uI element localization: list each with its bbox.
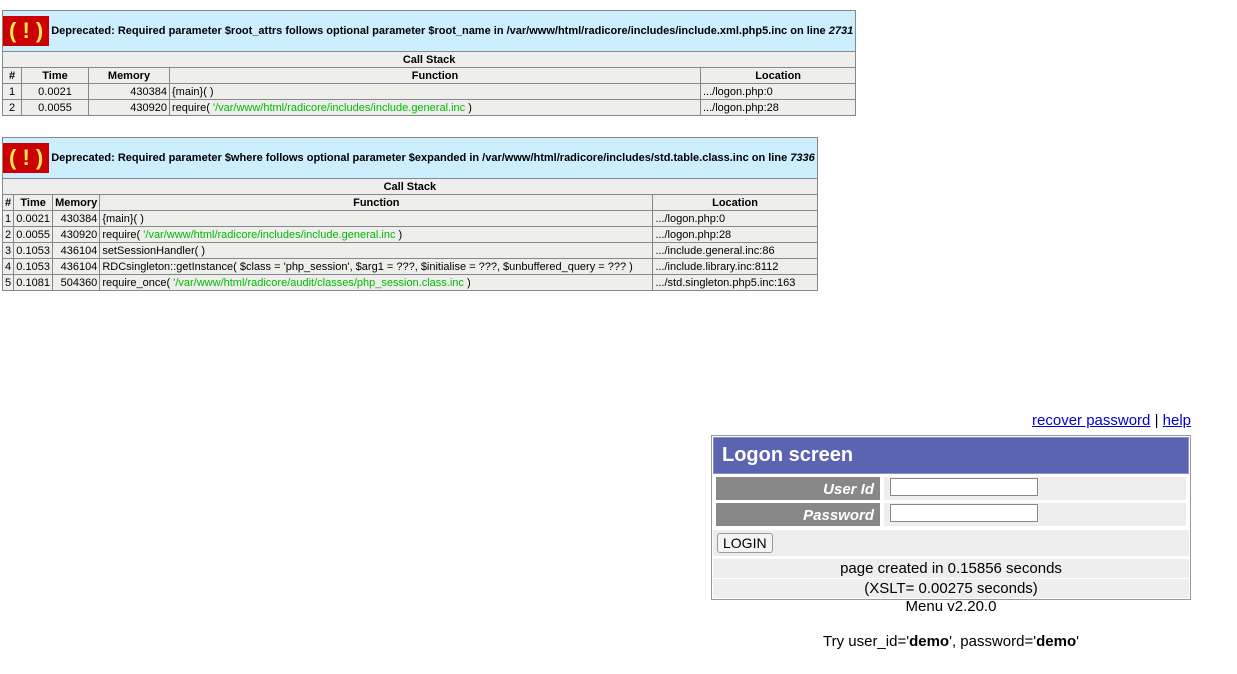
- row-function: [170, 100, 701, 116]
- function-name: require(: [102, 228, 144, 241]
- table-row: [3, 243, 818, 259]
- hint-prefix: Try user_id=': [822, 633, 910, 650]
- password-label: Password: [716, 503, 880, 526]
- function-name: require_once(: [102, 276, 174, 289]
- row-memory: 430920: [89, 100, 170, 116]
- table-row: [3, 227, 818, 243]
- table-row: [3, 275, 818, 291]
- password-input[interactable]: [890, 504, 1038, 522]
- row-number: 1: [3, 211, 14, 227]
- hint-password: demo: [1036, 633, 1077, 650]
- col-header-location: Location: [653, 195, 817, 211]
- row-memory: 430384: [53, 211, 100, 227]
- user-id-label: User Id: [716, 477, 880, 500]
- user-id-input[interactable]: [890, 478, 1038, 496]
- row-number: 2: [3, 227, 14, 243]
- table-row: [3, 211, 818, 227]
- help-link[interactable]: help: [1162, 412, 1191, 429]
- row-time: 0.1053: [14, 259, 53, 275]
- error-message: Deprecated: Required parameter $root_attrs follows optional parameter $root_name in /var/www/html/radicore/includes/include.xml.php5.inc on line: [51, 24, 826, 37]
- table-row: [3, 259, 818, 275]
- row-memory: 430384: [89, 84, 170, 100]
- row-function: [100, 227, 653, 243]
- location-file: .../logon.php: [703, 85, 764, 98]
- function-path: '/var/www/html/radicore/includes/include.general.inc: [143, 228, 396, 241]
- location-line: 28: [766, 101, 779, 114]
- location-file: .../logon.php: [655, 228, 716, 241]
- location-line: 163: [777, 276, 796, 289]
- col-header-location: Location: [701, 68, 856, 84]
- location-line: 0: [766, 85, 773, 98]
- location-line: 86: [762, 244, 775, 257]
- error-table-2: [2, 137, 818, 291]
- function-name: {main}( ): [172, 85, 214, 98]
- warning-icon: ( ! ): [3, 16, 49, 46]
- row-time: 0.0055: [22, 100, 89, 116]
- user-id-cell: [884, 477, 1186, 500]
- row-function: [170, 84, 701, 100]
- function-name: RDCsingleton::getInstance( $class = 'php_session', $arg1 = ???, $initialise = ???, $unbuffered_query = ??? ): [102, 260, 633, 273]
- row-function: [100, 211, 653, 227]
- row-number: 1: [3, 84, 22, 100]
- location-file: .../include.library.inc: [655, 260, 752, 273]
- row-number: 3: [3, 243, 14, 259]
- function-tail: ): [395, 228, 403, 241]
- menu-version: Menu v2.20.0: [905, 598, 997, 615]
- col-header-number: #: [3, 195, 14, 211]
- logon-title: Logon screen: [713, 437, 1189, 474]
- row-time: 0.1053: [14, 243, 53, 259]
- call-stack-title: Call Stack: [3, 179, 818, 195]
- location-file: .../std.singleton.php5.inc: [655, 276, 774, 289]
- xslt-time-text: (XSLT= 0.00275 seconds): [713, 579, 1189, 598]
- error-message-row: [3, 11, 856, 52]
- row-number: 4: [3, 259, 14, 275]
- location-file: .../logon.php: [655, 212, 716, 225]
- hint-mid: ', password=': [949, 633, 1037, 650]
- link-separator: |: [1150, 412, 1163, 429]
- error-line-number: 7336: [790, 151, 815, 164]
- login-button[interactable]: LOGIN: [717, 533, 773, 553]
- button-row: [713, 530, 1189, 556]
- page-created-text: page created in 0.15856 seconds: [713, 559, 1189, 578]
- function-tail: ): [463, 276, 471, 289]
- hint-suffix: ': [1076, 633, 1080, 650]
- password-cell: [884, 503, 1186, 526]
- hint-user: demo: [909, 633, 950, 650]
- call-stack-title: Call Stack: [3, 52, 856, 68]
- row-location: .../logon.php:28: [701, 100, 856, 116]
- error-message-row: [3, 138, 818, 179]
- row-location: .../std.singleton.php5.inc:163: [653, 275, 817, 291]
- col-header-number: #: [3, 68, 22, 84]
- row-function: [100, 243, 653, 259]
- row-time: 0.0021: [22, 84, 89, 100]
- row-number: 5: [3, 275, 14, 291]
- col-header-function: Function: [170, 68, 701, 84]
- row-location: .../logon.php:0: [701, 84, 856, 100]
- location-file: .../logon.php: [703, 101, 764, 114]
- function-name: setSessionHandler( ): [102, 244, 206, 257]
- location-line: 8112: [754, 260, 779, 273]
- recover-password-link[interactable]: recover password: [1032, 412, 1151, 429]
- row-memory: 430920: [53, 227, 100, 243]
- login-hint: [711, 633, 1191, 650]
- row-function: [100, 259, 653, 275]
- function-path: '/var/www/html/radicore/audit/classes/php_session.class.inc: [173, 276, 464, 289]
- top-links: [1000, 412, 1191, 429]
- row-memory: 504360: [53, 275, 100, 291]
- row-memory: 436104: [53, 259, 100, 275]
- function-name: require(: [172, 101, 213, 114]
- row-number: 2: [3, 100, 22, 116]
- row-location: .../logon.php:28: [653, 227, 817, 243]
- col-header-memory: Memory: [53, 195, 100, 211]
- error-message: Deprecated: Required parameter $where follows optional parameter $expanded in /var/www/html/radicore/includes/std.table.class.inc on line: [51, 151, 788, 164]
- error-line-number: 2731: [828, 24, 854, 37]
- col-header-time: Time: [14, 195, 53, 211]
- col-header-memory: Memory: [89, 68, 170, 84]
- row-location: .../include.library.inc:8112: [653, 259, 817, 275]
- user-id-row: [716, 477, 1186, 500]
- function-path: '/var/www/html/radicore/includes/include.general.inc: [212, 101, 466, 114]
- row-location: .../logon.php:0: [653, 211, 817, 227]
- row-function: [100, 275, 653, 291]
- table-row: [3, 84, 856, 100]
- location-line: 0: [718, 212, 726, 225]
- row-time: 0.0055: [14, 227, 53, 243]
- function-name: {main}( ): [102, 212, 144, 225]
- row-time: 0.1081: [14, 275, 53, 291]
- row-location: .../include.general.inc:86: [653, 243, 817, 259]
- col-header-time: Time: [22, 68, 89, 84]
- table-row: [3, 100, 856, 116]
- location-file: .../include.general.inc: [655, 244, 760, 257]
- error-table-1: [2, 10, 856, 116]
- row-time: 0.0021: [14, 211, 53, 227]
- row-memory: 436104: [53, 243, 100, 259]
- col-header-function: Function: [100, 195, 653, 211]
- logon-panel: [711, 435, 1191, 600]
- location-line: 28: [718, 228, 732, 241]
- password-row: [716, 503, 1186, 526]
- warning-icon: ( ! ): [3, 143, 49, 173]
- function-tail: ): [465, 101, 472, 114]
